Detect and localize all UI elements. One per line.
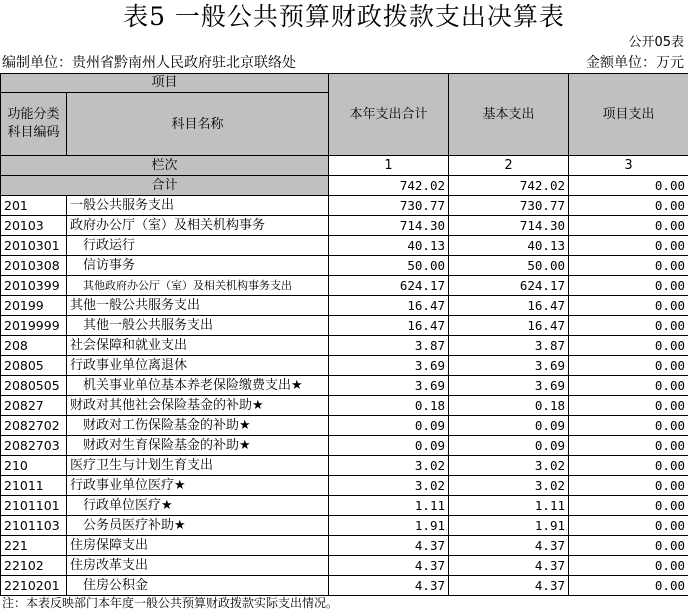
project-expenditure: 0.00	[569, 476, 688, 496]
subject-name: 行政事业单位医疗★	[67, 476, 329, 496]
column-number-2: 2	[449, 156, 569, 176]
basic-expenditure: 0.18	[449, 396, 569, 416]
total-expenditure: 1.91	[329, 516, 449, 536]
basic-expenditure: 4.37	[449, 536, 569, 556]
basic-expenditure: 3.02	[449, 456, 569, 476]
total-expenditure: 4.37	[329, 536, 449, 556]
basic-expenditure: 50.00	[449, 256, 569, 276]
project-expenditure: 0.00	[569, 336, 688, 356]
basic-expenditure: 1.11	[449, 496, 569, 516]
total-expenditure: 0.09	[329, 416, 449, 436]
totals-project: 0.00	[569, 176, 688, 196]
subject-code: 208	[1, 336, 67, 356]
table-row	[1, 196, 688, 216]
expenditure-table	[0, 73, 688, 596]
subject-code: 20827	[1, 396, 67, 416]
basic-expenditure: 4.37	[449, 556, 569, 576]
project-expenditure: 0.00	[569, 276, 688, 296]
column-order-row	[1, 156, 688, 176]
subject-name: 住房公积金	[67, 576, 329, 596]
subject-code: 22102	[1, 556, 67, 576]
subject-code: 2210201	[1, 576, 67, 596]
subject-name: 行政运行	[67, 236, 329, 256]
subject-code: 2010301	[1, 236, 67, 256]
subject-code: 2101103	[1, 516, 67, 536]
project-expenditure: 0.00	[569, 256, 688, 276]
basic-expenditure: 40.13	[449, 236, 569, 256]
total-expenditure: 16.47	[329, 296, 449, 316]
subject-code: 201	[1, 196, 67, 216]
table-row	[1, 436, 688, 456]
table-row	[1, 476, 688, 496]
column-number-3: 3	[569, 156, 688, 176]
subject-code: 2010399	[1, 276, 67, 296]
report-title: 表5 一般公共预算财政拨款支出决算表	[123, 2, 565, 31]
basic-expenditure: 3.69	[449, 356, 569, 376]
subject-code: 20103	[1, 216, 67, 236]
basic-expenditure: 624.17	[449, 276, 569, 296]
subject-name: 一般公共服务支出	[67, 196, 329, 216]
column-number-1: 1	[329, 156, 449, 176]
total-expenditure: 50.00	[329, 256, 449, 276]
basic-expenditure: 714.30	[449, 216, 569, 236]
total-expenditure: 3.02	[329, 456, 449, 476]
table-row	[1, 536, 688, 556]
basic-expenditure: 4.37	[449, 576, 569, 596]
table-row	[1, 356, 688, 376]
project-expenditure: 0.00	[569, 196, 688, 216]
project-expenditure: 0.00	[569, 416, 688, 436]
subject-name: 其他一般公共服务支出	[67, 316, 329, 336]
table-row	[1, 416, 688, 436]
subject-name: 其他一般公共服务支出	[67, 296, 329, 316]
form-code: 公开05表	[628, 35, 684, 50]
basic-expenditure: 3.87	[449, 336, 569, 356]
subject-code: 20199	[1, 296, 67, 316]
subject-code: 2080505	[1, 376, 67, 396]
subject-code: 2082703	[1, 436, 67, 456]
subject-code: 210	[1, 456, 67, 476]
subject-name: 政府办公厅（室）及相关机构事务	[67, 216, 329, 236]
column-order-label: 栏次	[1, 156, 329, 176]
subject-name: 行政单位医疗★	[67, 496, 329, 516]
totals-total: 742.02	[329, 176, 449, 196]
total-expenditure: 730.77	[329, 196, 449, 216]
project-expenditure: 0.00	[569, 356, 688, 376]
total-expenditure: 3.87	[329, 336, 449, 356]
basic-expenditure: 0.09	[449, 436, 569, 456]
table-row	[1, 216, 688, 236]
total-expenditure: 3.69	[329, 376, 449, 396]
subject-name: 社会保障和就业支出	[67, 336, 329, 356]
header-item: 项目	[1, 74, 329, 93]
table-row	[1, 376, 688, 396]
subject-code: 221	[1, 536, 67, 556]
footnote: 注：本表反映部门本年度一般公共预算财政拨款实际支出情况。	[2, 596, 339, 610]
total-expenditure: 0.18	[329, 396, 449, 416]
subject-code: 21011	[1, 476, 67, 496]
table-row	[1, 496, 688, 516]
total-expenditure: 4.37	[329, 576, 449, 596]
table-row	[1, 516, 688, 536]
table-row	[1, 236, 688, 256]
subject-name: 其他政府办公厅（室）及相关机构事务支出	[67, 276, 329, 296]
basic-expenditure: 730.77	[449, 196, 569, 216]
basic-expenditure: 3.02	[449, 476, 569, 496]
totals-basic: 742.02	[449, 176, 569, 196]
subject-code: 20805	[1, 356, 67, 376]
header-function-code: 功能分类科目编码	[1, 93, 67, 156]
project-expenditure: 0.00	[569, 376, 688, 396]
total-expenditure: 4.37	[329, 556, 449, 576]
subject-name: 住房保障支出	[67, 536, 329, 556]
subject-name: 信访事务	[67, 256, 329, 276]
subject-name: 医疗卫生与计划生育支出	[67, 456, 329, 476]
totals-label: 合计	[1, 176, 329, 196]
project-expenditure: 0.00	[569, 496, 688, 516]
table-row	[1, 456, 688, 476]
subject-name: 机关事业单位基本养老保险缴费支出★	[67, 376, 329, 396]
basic-expenditure: 1.91	[449, 516, 569, 536]
total-expenditure: 16.47	[329, 316, 449, 336]
header-project-expenditure: 项目支出	[569, 74, 688, 156]
amount-unit: 金额单位：万元	[586, 55, 684, 71]
project-expenditure: 0.00	[569, 316, 688, 336]
header-row-1	[1, 74, 688, 93]
total-expenditure: 0.09	[329, 436, 449, 456]
basic-expenditure: 0.09	[449, 416, 569, 436]
subject-name: 行政事业单位离退休	[67, 356, 329, 376]
project-expenditure: 0.00	[569, 436, 688, 456]
subject-code: 2101101	[1, 496, 67, 516]
basic-expenditure: 16.47	[449, 316, 569, 336]
table-row	[1, 276, 688, 296]
project-expenditure: 0.00	[569, 516, 688, 536]
project-expenditure: 0.00	[569, 536, 688, 556]
project-expenditure: 0.00	[569, 396, 688, 416]
total-expenditure: 3.02	[329, 476, 449, 496]
total-expenditure: 624.17	[329, 276, 449, 296]
project-expenditure: 0.00	[569, 576, 688, 596]
header-subject-name: 科目名称	[67, 93, 329, 156]
table-row	[1, 556, 688, 576]
project-expenditure: 0.00	[569, 296, 688, 316]
total-expenditure: 714.30	[329, 216, 449, 236]
project-expenditure: 0.00	[569, 216, 688, 236]
project-expenditure: 0.00	[569, 456, 688, 476]
table-row	[1, 576, 688, 596]
subject-name: 公务员医疗补助★	[67, 516, 329, 536]
total-expenditure: 3.69	[329, 356, 449, 376]
table-row	[1, 256, 688, 276]
table-row	[1, 336, 688, 356]
table-row	[1, 296, 688, 316]
total-expenditure: 1.11	[329, 496, 449, 516]
header-basic-expenditure: 基本支出	[449, 74, 569, 156]
subject-code: 2082702	[1, 416, 67, 436]
total-expenditure: 40.13	[329, 236, 449, 256]
subject-name: 财政对其他社会保险基金的补助★	[67, 396, 329, 416]
subject-name: 财政对工伤保险基金的补助★	[67, 416, 329, 436]
subject-code: 2019999	[1, 316, 67, 336]
project-expenditure: 0.00	[569, 236, 688, 256]
table-row	[1, 316, 688, 336]
header-total-expenditure: 本年支出合计	[329, 74, 449, 156]
basic-expenditure: 16.47	[449, 296, 569, 316]
totals-row	[1, 176, 688, 196]
subject-name: 住房改革支出	[67, 556, 329, 576]
subject-name: 财政对生育保险基金的补助★	[67, 436, 329, 456]
compiling-unit: 编制单位：贵州省黔南州人民政府驻北京联络处	[2, 55, 296, 71]
subject-code: 2010308	[1, 256, 67, 276]
table-row	[1, 396, 688, 416]
project-expenditure: 0.00	[569, 556, 688, 576]
basic-expenditure: 3.69	[449, 376, 569, 396]
